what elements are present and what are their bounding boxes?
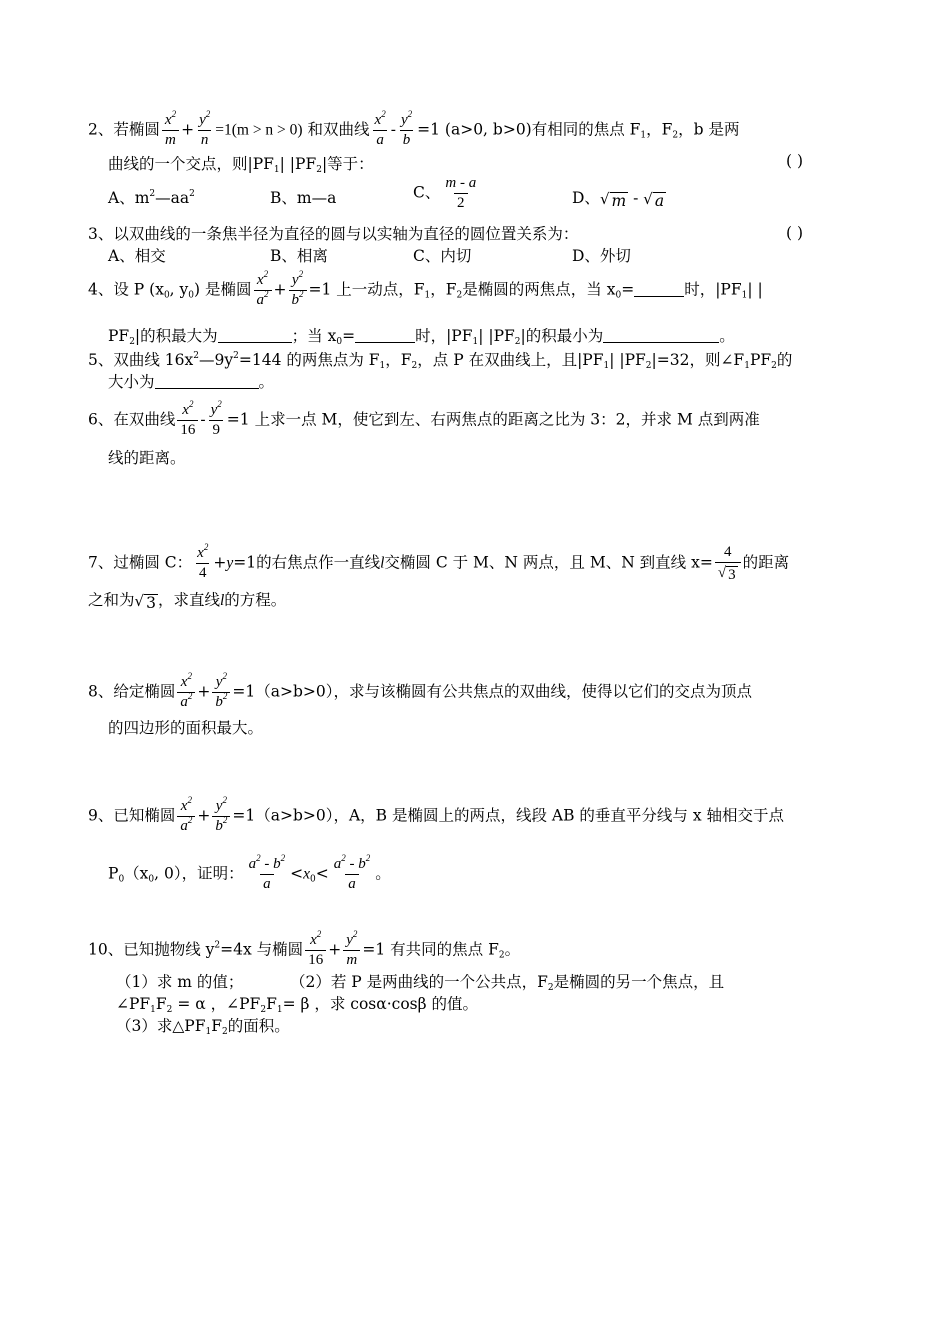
q2-condition: =1(m > n > 0) [215,121,303,139]
q3-option-c: C、内切 [413,247,472,265]
q3-option-b: B、相离 [270,247,328,265]
q4-blank-3[interactable] [355,328,415,343]
q10-part2-cont: $\angle PF_1F_2 = \alpha$ ，$\angle PF_2F_1= \beta$ ，求 cosα·cosβ 的值。 [116,995,479,1015]
q2-option-b: B、m—a [270,189,337,207]
q2-number: 2、 [88,120,114,139]
q2-option-a: A、$m^2—aa^2$ [108,189,195,207]
q9-line1: 9、已知椭圆 $\frac{x^2}{a^2}$ + $\frac{y^2}{b^2}$ =1（a>b>0），A，B 是椭圆上的两点，线段 AB 的垂直平分线与 x 轴相交于点 [88,795,785,834]
q2-option-d: D、 √ m - √ a [572,189,665,210]
q4-line1: 4、设 P ($x_0$, $y_0$) 是椭圆 $\frac{x^2}{a^2}$ + $\frac{y^2}{b^2}$ =1 上一动点，$F_1$，$F_2$是椭圆的两焦点，当 $x_0=$ 时，$|PF_1|$ | [88,269,763,308]
q4-line2: $PF_2|$的积最大为 ；当 $x_0=$ 时，$|PF_1|$ $|PF_2|$的积最小为 。 [108,327,735,347]
q3-option-d: D、外切 [572,247,631,265]
q2-option-c: C、 $\frac{m - a}{2}$ [413,175,477,211]
q2-frac-x2-m: $\frac{x^2}{m}$ [162,112,179,149]
q9-line2: $P_0(x_0$, 0），证明： $\frac{a^2 - b^2}{a}$ $<x_0<$ $\frac{a^2 - b^2}{a}$ 。 [108,853,391,892]
q10-part1: （1）求 m 的值； [116,973,244,991]
q2-line1: 2、若椭圆 $\frac{x^2}{m}$ + $\frac{y^2}{n}$ =1(m > n > 0) 和双曲线 $\frac{x^2}{a}$ - $\frac{y^2}{b}$ =1 (a>0, b>0)有相同的焦点 $F_1$，$F_2$，b 是两 [88,109,740,148]
q4-blank-2[interactable] [218,328,292,343]
q6-line1: 6、在双曲线 $\frac{x^2}{16}$ - $\frac{y^2}{9}$ =1 上求一点 M，使它到左、右两焦点的距离之比为 3：2，并求 M 点到两准 [88,399,760,438]
q2-frac-y2-b: $\frac{y^2}{b}$ [400,109,413,148]
q3-line1: 3、以双曲线的一条焦半径为直径的圆与以实轴为直径的圆位置关系为： [88,225,579,243]
q8-line1: 8、给定椭圆 $\frac{x^2}{a^2}$ + $\frac{y^2}{b^2}$ =1（a>b>0），求与该椭圆有公共焦点的双曲线，使得以它们的交点为顶点 [88,671,752,710]
q2-answer-paren: ( ) [786,152,804,170]
q4-blank-4[interactable] [603,328,719,343]
q10-line1: 10、已知抛物线 $y^2=4x$ 与椭圆 $\frac{x^2}{16}$ + $\frac{y^2}{m}$ =1 有共同的焦点 $F_2$。 [88,929,521,968]
q10-part2: （2）若 P 是两曲线的一个公共点，$F_2$是椭圆的另一个焦点，且 [290,973,725,993]
q3-option-a: A、相交 [108,247,166,265]
q2-line2: 曲线的一个交点，则$|PF_1|$ $|PF_2|$等于： [108,155,374,175]
q6-line2: 线的距离。 [108,449,186,467]
q7-line1: 7、过椭圆 C： $\frac{x^2}{4}$ +y=1的右焦点作一直线l交椭圆 C 于 M、N 两点，且 M、N 到直线 x= 4 √ 3 的距离 [88,542,790,583]
q3-answer-paren: ( ) [786,224,804,242]
q5-line2: 大小为 。 [108,373,275,391]
q2-frac-x2-a: $\frac{x^2}{a}$ [374,109,386,148]
q10-part3: （3）求$\triangle PF_1F_2$的面积。 [116,1017,290,1037]
q5-blank[interactable] [155,374,259,389]
q4-blank-1[interactable] [634,282,684,297]
q2-text: 若椭圆 [113,120,160,139]
q2-frac-y2-n: $\frac{y^2}{n}$ [199,109,211,148]
q5-line1: 5、双曲线 $16x^2—9y^2=144$ 的两焦点为 $F_1$，$F_2$，点 P 在双曲线上，且$|PF_1|$ $|PF_2|=32$，则$\angle F_1PF_2$的 [88,351,793,371]
q8-line2: 的四边形的面积最大。 [108,719,264,737]
q7-line2: 之和为 √ 3 ，求直线l的方程。 [88,591,287,612]
